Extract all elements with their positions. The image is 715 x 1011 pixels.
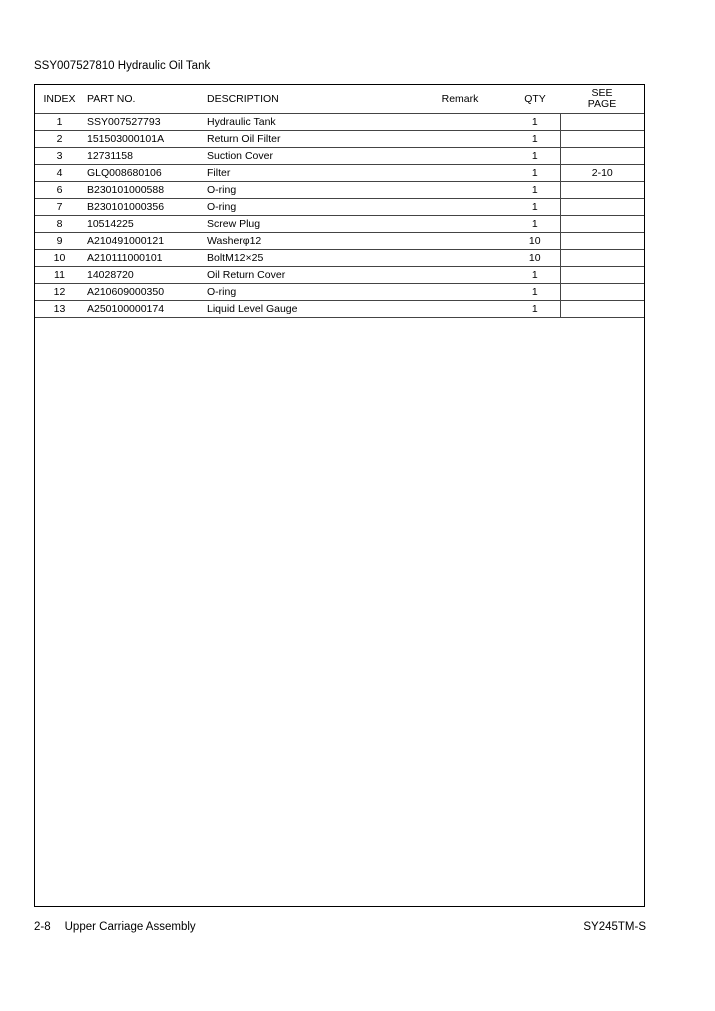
cell-qty: 1: [510, 165, 560, 182]
column-header-index: INDEX: [35, 85, 84, 114]
cell-part-no: 10514225: [84, 216, 205, 233]
cell-part-no: SSY007527793: [84, 114, 205, 131]
cell-qty: 1: [510, 199, 560, 216]
table-row: [35, 267, 644, 284]
table-header-row: [35, 85, 644, 114]
cell-see-page: [560, 284, 644, 301]
cell-part-no: B230101000588: [84, 182, 205, 199]
cell-see-page: [560, 267, 644, 284]
cell-part-no: B230101000356: [84, 199, 205, 216]
cell-qty: 1: [510, 148, 560, 165]
cell-qty: 1: [510, 114, 560, 131]
cell-see-page: [560, 182, 644, 199]
table-row: [35, 165, 644, 182]
cell-part-no: A250100000174: [84, 301, 205, 318]
cell-qty: 1: [510, 301, 560, 318]
cell-see-page: [560, 131, 644, 148]
cell-part-no: 151503000101A: [84, 131, 205, 148]
cell-description: Filter: [205, 165, 410, 182]
page-number: 2-8: [34, 921, 51, 933]
cell-remark: [410, 199, 510, 216]
cell-qty: 10: [510, 250, 560, 267]
table-row: [35, 301, 644, 318]
cell-part-no: A210609000350: [84, 284, 205, 301]
cell-remark: [410, 250, 510, 267]
cell-qty: 1: [510, 131, 560, 148]
cell-remark: [410, 233, 510, 250]
cell-remark: [410, 267, 510, 284]
column-header-description: DESCRIPTION: [205, 85, 410, 114]
cell-remark: [410, 301, 510, 318]
cell-qty: 1: [510, 267, 560, 284]
model-number: SY245TM-S: [583, 921, 646, 933]
cell-part-no: 14028720: [84, 267, 205, 284]
cell-index: 12: [35, 284, 84, 301]
cell-index: 3: [35, 148, 84, 165]
cell-see-page: [560, 148, 644, 165]
table-row: [35, 182, 644, 199]
cell-description: Screw Plug: [205, 216, 410, 233]
cell-remark: [410, 216, 510, 233]
cell-description: Washerφ12: [205, 233, 410, 250]
cell-part-no: A210491000121: [84, 233, 205, 250]
cell-remark: [410, 284, 510, 301]
cell-see-page: [560, 301, 644, 318]
cell-remark: [410, 131, 510, 148]
table-row: [35, 233, 644, 250]
cell-description: O-ring: [205, 182, 410, 199]
table-row: [35, 250, 644, 267]
cell-qty: 1: [510, 216, 560, 233]
column-header-remark: Remark: [410, 85, 510, 114]
column-header-qty: QTY: [510, 85, 560, 114]
cell-index: 11: [35, 267, 84, 284]
cell-part-no: 12731158: [84, 148, 205, 165]
cell-index: 8: [35, 216, 84, 233]
cell-index: 7: [35, 199, 84, 216]
table-row: [35, 284, 644, 301]
cell-index: 10: [35, 250, 84, 267]
cell-description: Suction Cover: [205, 148, 410, 165]
cell-description: Oil Return Cover: [205, 267, 410, 284]
cell-qty: 10: [510, 233, 560, 250]
see-page-line-2: PAGE: [587, 98, 617, 110]
cell-remark: [410, 114, 510, 131]
cell-see-page: [560, 216, 644, 233]
cell-description: O-ring: [205, 284, 410, 301]
cell-description: Return Oil Filter: [205, 131, 410, 148]
cell-description: O-ring: [205, 199, 410, 216]
cell-part-no: A210111000101: [84, 250, 205, 267]
document-title: SSY007527810 Hydraulic Oil Tank: [34, 60, 211, 72]
column-header-part-no: PART NO.: [84, 85, 205, 114]
footer-left: [34, 921, 196, 933]
cell-remark: [410, 165, 510, 182]
cell-index: 1: [35, 114, 84, 131]
parts-table: [35, 85, 644, 318]
cell-index: 13: [35, 301, 84, 318]
cell-see-page: [560, 114, 644, 131]
cell-see-page: [560, 199, 644, 216]
see-page-line-1: SEE: [591, 87, 613, 99]
cell-see-page: [560, 250, 644, 267]
cell-description: Liquid Level Gauge: [205, 301, 410, 318]
cell-description: BoltM12×25: [205, 250, 410, 267]
cell-see-page: [560, 233, 644, 250]
cell-description: Hydraulic Tank: [205, 114, 410, 131]
cell-remark: [410, 148, 510, 165]
cell-index: 9: [35, 233, 84, 250]
table-row: [35, 131, 644, 148]
parts-table-frame: [34, 84, 645, 907]
column-header-see-page: [560, 85, 644, 114]
cell-index: 2: [35, 131, 84, 148]
table-row: [35, 114, 644, 131]
table-row: [35, 216, 644, 233]
cell-see-page: 2-10: [560, 165, 644, 182]
section-title: Upper Carriage Assembly: [64, 921, 196, 933]
cell-index: 6: [35, 182, 84, 199]
table-row: [35, 148, 644, 165]
cell-part-no: GLQ008680106: [84, 165, 205, 182]
cell-qty: 1: [510, 284, 560, 301]
cell-remark: [410, 182, 510, 199]
table-row: [35, 199, 644, 216]
cell-qty: 1: [510, 182, 560, 199]
cell-index: 4: [35, 165, 84, 182]
